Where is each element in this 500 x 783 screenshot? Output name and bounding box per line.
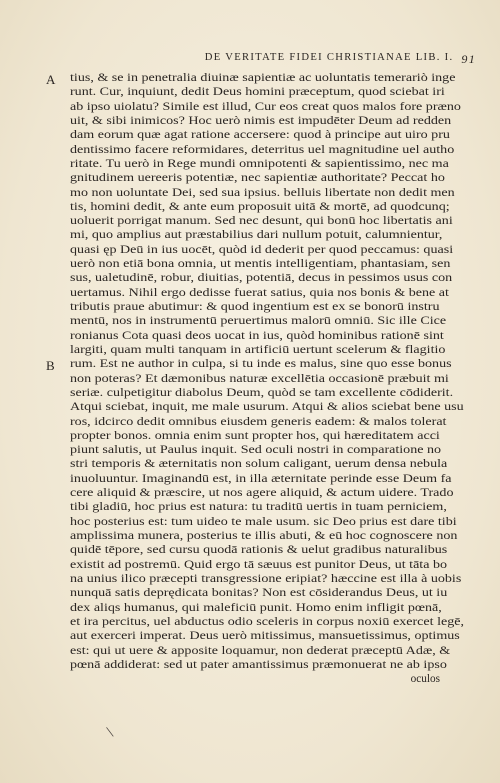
text-line: amplissima munera, posterius te illis abuti, & eū hoc cognoscere non (70, 530, 458, 542)
text-line: et ira percitus, uel abductus odio sceleris in corpus noxiū exercet legē, (70, 615, 465, 628)
text-line: Atqui sciebat, inquit, me male usurum. Atqui & alios sciebat bene usu (70, 401, 464, 414)
margin-letter-b: B (46, 358, 55, 373)
text-line: pœnā addiderat: sed ut pater amantissimus præmonuerat ne ab ipso (70, 658, 447, 671)
stray-mark: \ (105, 723, 115, 742)
text-line: non poteras? Et dæmonibus naturæ excellētia occasionē præbuit mi (70, 372, 449, 385)
text-line: uertamus. Nihil ergo dedisse fuerat satius, quia nos bonis & bene at (70, 286, 449, 299)
text-line: tibi gladiū, hoc prius est natura: tu traditū uertis in tuam perniciem, (70, 501, 447, 514)
text-line: hoc posterius est: tum uideo te male usum. sic Deo prius est dare tibi (70, 515, 457, 528)
text-line: seriæ. culpetigitur diabolus Deum, quòd se tam excellente cōdiderit. (70, 386, 454, 399)
folio-number: 91 (461, 52, 476, 66)
text-line: aut exerceri imperat. Deus uerò mitissimus, mansuetissimus, optimus (70, 630, 460, 643)
text-line: na unius ilico præcepti transgressione eripiat? hæccine est illa à uobis (70, 572, 462, 585)
text-line: existit ad postremū. Quid ergo tā sæuus est punitor Deus, ut tāta bo (70, 558, 448, 571)
text-line: tius, & se in penetralia diuinæ sapientiæ ac uoluntatis temerariò inge (70, 72, 456, 84)
text-line: tis, homini dedit, & ante eum proposuit uitā & mortē, ad quodcunq; (70, 200, 450, 213)
body-text (70, 71, 476, 686)
text-line: quasi ęp Deū in ius uocēt, quòd id dederit per quod peccamus: quasi (70, 243, 454, 256)
text-line: ritate. Tu uerò in Rege mundi omnipotenti & sapientissimo, nec ma (70, 157, 449, 170)
text-line: est: qui ut uere & apposite loquamur, non dederat præceptū Adæ, & (70, 644, 451, 657)
running-head: DE VERITATE FIDEI CHRISTIANAE LIB. I. (204, 52, 454, 63)
text-line: sus, ualetudinē, robur, diuitias, potentiā, decus in pessimos usus con (70, 272, 453, 285)
text-line: dam eorum quæ agat ratione accersere: quod à principe aut uiro pru (70, 129, 450, 142)
text-line: runt. Cur, inquiunt, dedit Deus homini præceptum, quod sciebat iri (70, 86, 445, 99)
text-line: uoluerit porrigat manum. Sed nec desunt, qui bonū hoc libertatis ani (70, 215, 453, 228)
text-line: ros, idcirco dedit omnibus eiusdem generis eadem: & malos tolerat (70, 415, 447, 428)
text-line: stri temporis & æternitatis non solum caligant, uerum densa nebula (70, 458, 448, 471)
text-line: uit, & sibi inimicos? Hoc uerò nimis est impudēter Deum ad redden (70, 114, 452, 127)
page-header (86, 52, 476, 67)
text-line: tributis praue abutimur: & quod ingentium est ex se bonorū instru (70, 301, 440, 313)
text-line: mi, quo amplius aut præstabilius dari nullum potuit, calumnientur, (70, 229, 443, 242)
text-line: piunt salutis, ut Paulus inquit. Sed oculi nostri in comparatione no (70, 444, 442, 457)
text-line: inuoluuntur. Imaginandū est, in illa æternitate perinde esse Deum fa (70, 472, 452, 485)
margin-letter-a: A (46, 72, 56, 87)
text-line: cere aliquid & præscire, ut nos agere aliquid, & actum uidere. Trado (70, 487, 454, 500)
text-line: uerò non etiā bona omnia, ut mentis intelligentiam, phantasiam, sen (70, 258, 451, 271)
text-line: ronianus Cota quasi deos uocat in ius, quòd hominibus rationē sint (70, 329, 444, 342)
text-line: propter bonos. omnia enim sunt propter hos, qui hæreditatem acci (70, 429, 440, 442)
text-line: oculos (410, 673, 440, 686)
text-line: gnitudinem uereeris potentiæ, nec sapientiæ authoritate? Peccat ho (70, 172, 445, 185)
text-line: ab ipso uiolatu? Simile est illud, Cur eos creat quos malos fore præno (70, 100, 461, 113)
text-line: largiti, quam multi tanquam in artificiū uertunt scelerum & flagitio (70, 343, 446, 356)
text-line: mentū, nos in instrumentū peruertimus malorū omniū. Sic ille Cice (70, 315, 447, 328)
text-line: nunquā satis deprędicata bonitas? Non est cōsiderandus Deus, ut iu (70, 587, 448, 600)
text-line: dentissimo facere reformidares, deterritus uel magnitudine uel autho (70, 143, 455, 156)
text-line: mo non uoluntate Dei, sed sua ipsius. belluis libertate non dedit men (70, 186, 455, 199)
text-line: dex aliqs humanus, qui maleficiū punit. Homo enim infligit pœnā, (70, 601, 442, 614)
text-line: rum. Est ne author in culpa, si tu inde es malus, sine quo esse bonus (70, 358, 452, 371)
text-line: quidē tēpore, sed cursu quodā rationis & uelut gradibus naturalibus (70, 544, 448, 557)
